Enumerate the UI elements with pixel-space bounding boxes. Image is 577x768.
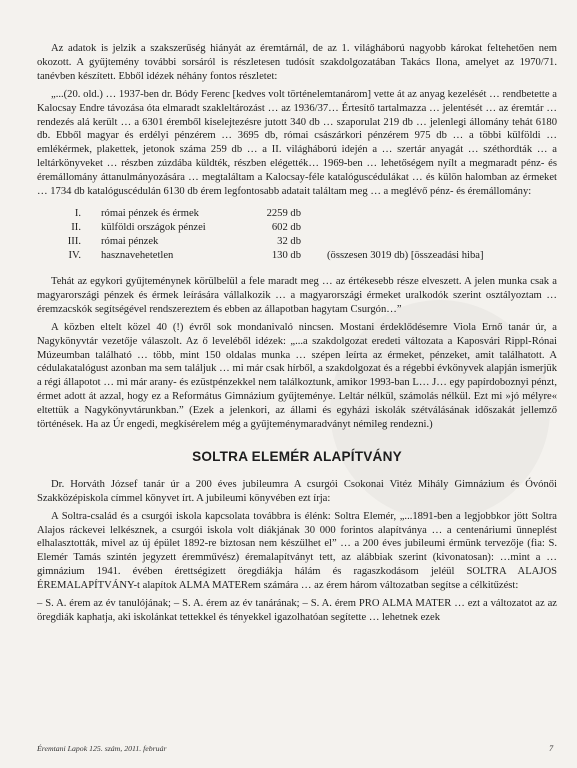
paragraph-section-foundation: A Soltra-család és a csurgói iskola kapcsolata továbbra is élénk: Soltra Elemér, „...1891-ben a legjobbkor jött Soltra Alajos ráckevei lelkésznek, a csurgói iskola volt diákjának 30 000 forintos alapítványa … a centenáriumi ünneplést elhalasztották, mivel az új épület 1892-re biztosan nem készülhet el” … a 200 éves jubileumi érmünk tervezője (fia: S. Elemér Tamás szintén jegyzett éremművész) éremalapítványt tett, az alábbiak szerint (kivonatosan): …mint a … gimnázium 1941. évében érettségizett öregdiákja hálám és ragaszkodásom jeléül SOLTRA ALAJOS ÉREMALAPÍTVÁNY-t alapítok ALMA MATERem számára … az érem három változatban segítse a célkitűzést: [37, 510, 557, 592]
footer-page-number: 7 [549, 744, 554, 753]
paragraph-section-awards: – S. A. érem az év tanulójának; – S. A. érem az év tanárának; – S. A. érem PRO ALMA MATER … ezt a változatot az az öregdiák kaphatja, aki iskolánkat tettekkel és tényekkel igazolhatóan segítette … lehetnek ezek [37, 598, 557, 623]
paragraph-section-intro: Dr. Horváth József tanár úr a 200 éves jubileumra A csurgói Csokonai Vitéz Mihály Gimnázium és Óvónői Szakközépiskola címmel könyvet írt. A jubileumi könyvében ezt írja: [37, 478, 557, 504]
row-label: hasznavehetetlen [101, 249, 174, 261]
table-row [37, 235, 557, 249]
row-label: római pénzek és érmek [101, 207, 199, 219]
table-row [37, 207, 557, 221]
row-value: 130 db [271, 249, 301, 261]
paragraph-quote-thesis: „...(20. old.) … 1937-ben dr. Bódy Ferenc [kedves volt történelemtanárom] vette át az anyag kezelését … rendbetette a Kalocsay Endre távozása óta elmaradt szakleltározást … az 1936/37… Értesítő tartalmazza … jelentését … az éremtár … rendezés alá került … a 6301 éremből kiselejtezésre jutott 340 db … szaporulat 219 db … jelenlegi állomány tehát 6180 db. Ebből magyar és erdélyi pénzérem … 3695 db, római császárkori pénzérem 975 db … a többi külföldi … emlékérmek, plakettek, jetonok száma 259 db … a II. világháború idején a … szertár anyagát … széthordták … a leltárkönyveket … részben zúzdába küldték, részben elégették… 1969-ben … lehetőségem nyílt a megmaradt pénz- és éremállomány áttanulmányozására … megtaláltam a Kalocsay-féle katalóguscédulákat … és külön halomban az érmeket … 1734 db katalóguscédulán 6130 db érem legfontosabb adatait találtam meg … a meglévő pénz- és éremállomány: [37, 88, 557, 198]
article-body [37, 42, 557, 629]
row-value: 32 db [277, 235, 301, 247]
row-value: 2259 db [266, 207, 301, 219]
paragraph-summary: Tehát az egykori gyűjteménynek körülbelül a fele maradt meg … az értékesebb része elveszett. A jelen munka csak a magyarországi pénzek és érmek leírására vállalkozik … a magyarországi érmeket uralkodók szerint osztályoztam … éremzacskók segítségével rendszereztem és ebben az állapotban hagytam Csurgón…” [37, 275, 557, 315]
paragraph-intro: Az adatok is jelzik a szakszerűség hiányát az éremtárnál, de az 1. világháború nagyobb károkat feltehetően nem okozott. A gyűjtemény további sorsáról is részletesen tudósít szakdolgozatában Takács Ilona, amelyet az 1970/71. tanévben készített. Ebből idézek néhány fontos részletet: [37, 43, 557, 82]
row-number: II. [71, 221, 81, 233]
row-number: I. [74, 207, 81, 219]
row-label: külföldi országok pénzei [101, 221, 206, 233]
row-note: (összesen 3019 db) [összeadási hiba] [327, 249, 484, 261]
row-number: IV. [68, 249, 81, 261]
table-row [37, 249, 557, 263]
footer-journal-info: Éremtani Lapok 125. szám, 2011. február [37, 744, 167, 753]
row-value: 602 db [271, 221, 301, 233]
table-row [37, 221, 557, 235]
row-label: római pénzek [101, 235, 159, 247]
inventory-table [37, 207, 557, 263]
section-title: SOLTRA ELEMÉR ALAPÍTVÁNY [192, 448, 402, 464]
paragraph-letter: A közben eltelt közel 40 (!) évről sok mondanivaló nincsen. Mostani érdeklődésemre Viola Ernő tanár úr, a Nagykönyvtár vezetője válaszolt. Az ő leveléből idézek: „...a szakdolgozat eredeti változata a Kaposvári Rippl-Rónai Múzeumban található … több, mint 150 oldalas munka … szépen leírta az érmeket, pénzeket, amit találhatott. A cédulakatalógust azonban ma sem találjuk … mi már csak hírből, a szakdolgozat és a régebbi évkönyvek alapján ismerjük a régi állapotot … mi már arany- és ezüstpénzekkel nem találkoztunk, amikor 1993-ban L… J… egy papírdoboznyi pénzt, érmet adott át azzal, hogy ez a Református Gimnázium gyűjteménye. Leltár nélkül, számolás nélkül. Ezt mi »jó mélyre« eltettük a Nagykönyvtárunkban.” (Ezek a jelenkori, az állami és egyházi iskolák szétválásának időszakát jellemző történések. Ha az Úr engedi, megkísérelem még a gyűjteménymaradványt némileg rendezni.) [37, 321, 557, 431]
row-number: III. [67, 235, 81, 247]
